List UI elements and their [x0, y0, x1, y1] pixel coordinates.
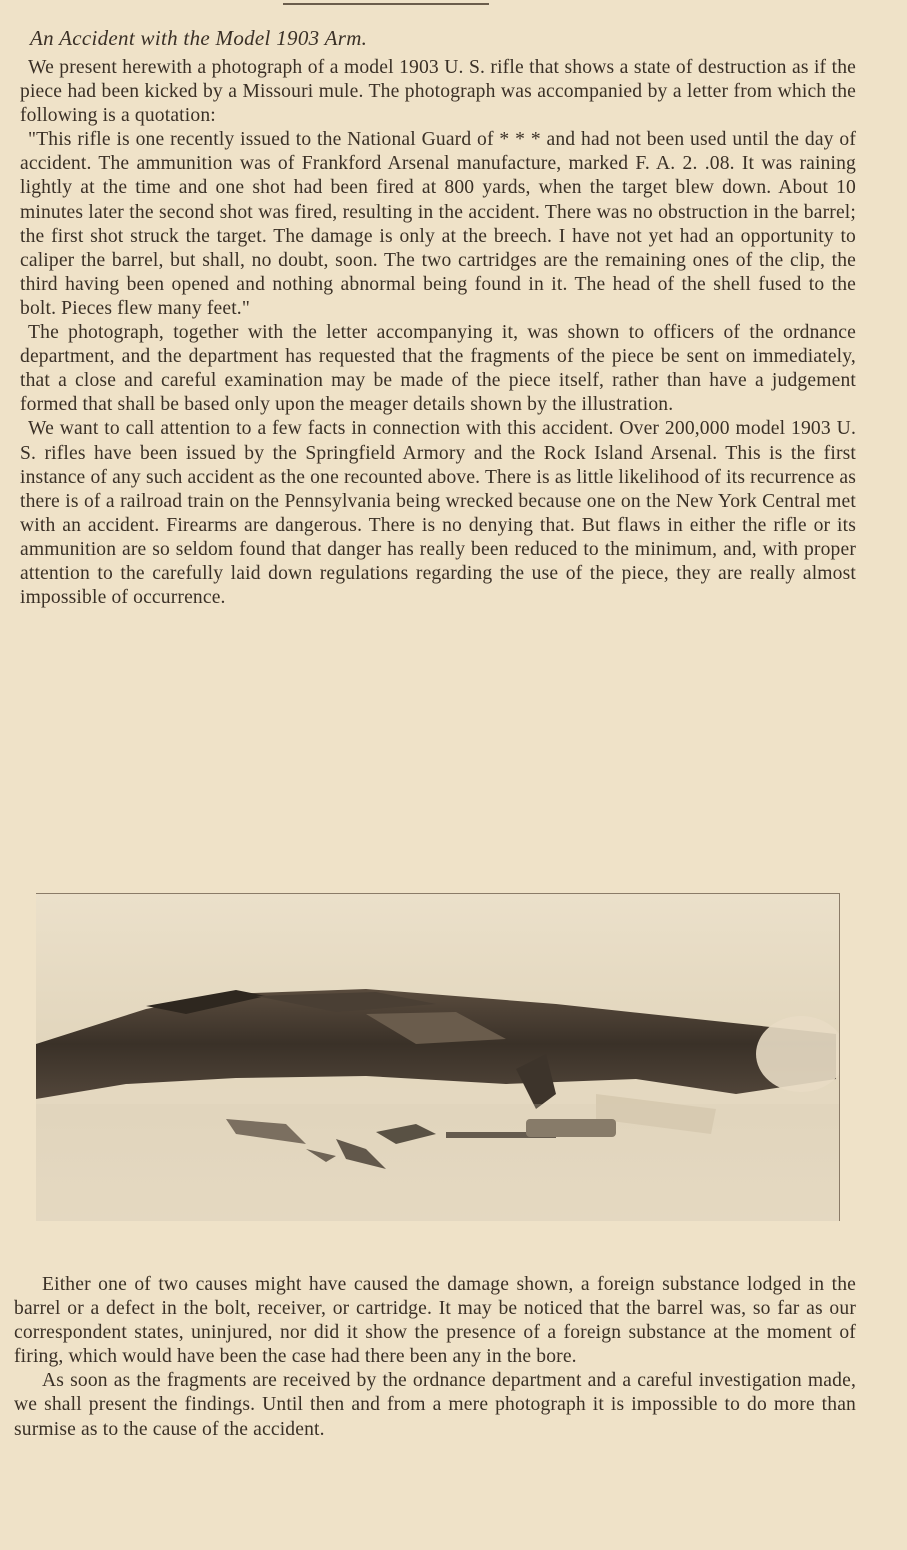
paragraph-findings: As soon as the fragments are received by the ordnance department and a careful investigation made, we shall present the findings. Until then and from a mere photograph it is impossible to do more than surmise as to the cause of the accident.	[14, 1370, 856, 1440]
article-body-top	[20, 56, 856, 610]
paragraph-ordnance: The photograph, together with the letter accompanying it, was shown to officers of the ordnance department, and the department has requested that the fragments of the piece be sent on immediately, that a close and careful examination may be made of the piece itself, rather than have a judgement formed that shall be based only upon the meager details shown by the illustration.	[20, 322, 856, 416]
article-body-bottom	[14, 1273, 856, 1442]
paragraph-causes: Either one of two causes might have caused the damage shown, a foreign substance lodged in the barrel or a defect in the bolt, receiver, or cartridge. It may be noticed that the barrel was, so far as our correspondent states, uninjured, nor did it show the presence of a foreign substance at the moment of firing, which would have been the case had there been any in the bore.	[14, 1274, 856, 1368]
paragraph-facts: We want to call attention to a few facts in connection with this accident. Over 200,000 model 1903 U. S. rifles have been issued by the Springfield Armory and the Rock Island Arsenal. This is the first instance of any such accident as the one recounted above. There is as little likelihood of its recurrence as there is of a railroad train on the Pennsylvania being wrecked because one on the New York Central met with an accident. Firearms are dangerous. There is no denying that. But flaws in either the rifle or its ammunition are so seldom found that danger has really been reduced to the minimum, and, with proper attention to the carefully laid down regulations regarding the use of the piece, they are really almost impossible of occurrence.	[20, 418, 856, 609]
paragraph-quotation: "This rifle is one recently issued to the National Guard of * * * and had not been used until the day of accident. The ammunition was of Frankford Arsenal manufacture, marked F. A. 2. .08. It was raining lightly at the time and one shot had been fired at 800 yards, when the target blew down. About 10 minutes later the second shot was fired, resulting in the accident. There was no obstruction in the barrel; the first shot struck the target. The damage is only at the breech. I have not yet had an opportunity to caliper the barrel, but shall, no doubt, soon. The two cartridges are the remaining ones of the clip, the third having been opened and nothing abnormal being found in it. The head of the shell fused to the bolt. Pieces flew many feet."	[20, 129, 856, 319]
article-title: An Accident with the Model 1903 Arm.	[30, 26, 368, 50]
top-rule	[283, 3, 489, 5]
rifle-photo-illustration	[36, 894, 839, 1221]
paragraph-intro: We present herewith a photograph of a model 1903 U. S. rifle that shows a state of destruction as if the piece had been kicked by a Missouri mule. The photograph was accompanied by a letter from which the following is a quotation:	[20, 57, 856, 127]
rifle-photograph	[36, 893, 840, 1221]
